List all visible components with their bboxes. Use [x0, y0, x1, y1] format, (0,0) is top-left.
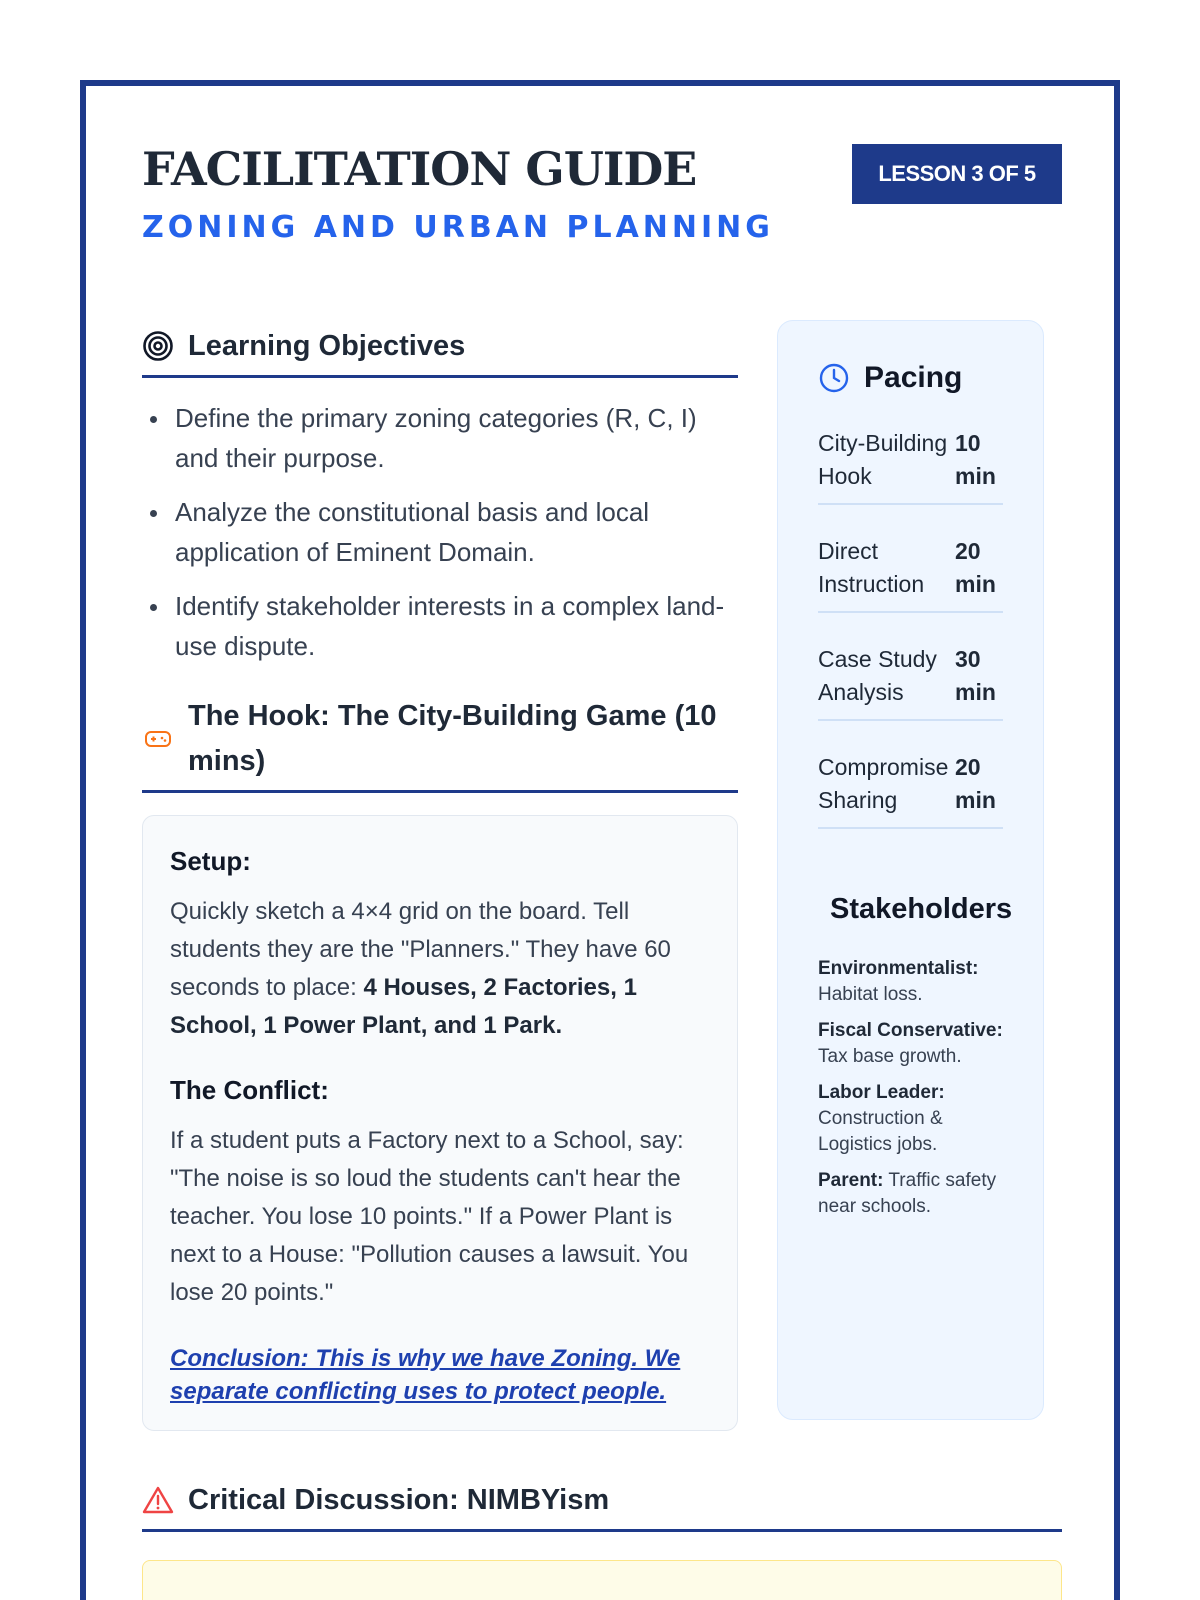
stakeholder-interest: Construction & Logistics jobs.: [818, 1108, 943, 1155]
page-title: FACILITATION GUIDE: [142, 142, 697, 196]
list-item: [818, 1018, 1003, 1070]
stakeholder-role: Parent:: [818, 1170, 884, 1191]
table-row: [818, 721, 1003, 829]
stakeholder-role: Labor Leader:: [818, 1082, 945, 1103]
target-icon: [142, 330, 174, 362]
table-row: [818, 417, 1003, 505]
critical-heading: [142, 1478, 1062, 1532]
conflict-text: If a student puts a Factory next to a School, say: "The noise is so loud the students can't hear the teacher. You lose 10 points." If a Power Plant is next to a House: "Pollution causes a lawsuit. You lose 20 points.": [170, 1126, 689, 1306]
list-item: Define the primary zoning categories (R, C, I) and their purpose.: [142, 398, 738, 478]
hook-heading: [142, 694, 738, 793]
critical-section: [142, 1478, 1062, 1600]
stakeholders-title: Stakeholders: [830, 893, 1013, 925]
warning-icon: [142, 1484, 174, 1516]
lesson-badge: LESSON 3 OF 5: [852, 144, 1062, 204]
list-item: [818, 1168, 1003, 1220]
main-column: [142, 324, 738, 1431]
guide-header: [142, 142, 1062, 262]
list-item: Analyze the constitutional basis and local application of Eminent Domain.: [142, 492, 738, 572]
setup-text-bold: 4 Houses, 2 Factories, 1 School, 1 Power Plant, and 1 Park.: [170, 973, 637, 1039]
pacing-activity: Direct Instruction: [818, 538, 925, 597]
list-item: [818, 1080, 1003, 1158]
conflict-label: The Conflict:: [170, 1074, 329, 1105]
stakeholder-interest: Habitat loss.: [818, 984, 923, 1005]
objectives-list: [142, 398, 738, 666]
guide-frame: [80, 80, 1120, 1600]
page-subtitle: ZONING AND URBAN PLANNING: [142, 210, 774, 245]
hook-card: [142, 815, 738, 1431]
objectives-title: Learning Objectives: [188, 330, 466, 362]
pacing-duration: 30 min: [955, 646, 996, 705]
gamepad-icon: [142, 723, 174, 755]
stakeholder-interest: Tax base growth.: [818, 1046, 962, 1067]
conclusion-text: Conclusion: This is why we have Zoning. We separate conflicting uses to protect people.: [170, 1344, 681, 1405]
pacing-activity: Compromise Sharing: [818, 754, 949, 813]
pacing-table: [818, 417, 1003, 829]
pacing-duration: 20 min: [955, 538, 996, 597]
objectives-heading: [142, 324, 738, 378]
hook-title: The Hook: The City-Building Game (10 mins): [188, 699, 717, 777]
pacing-activity: City-Building Hook: [818, 430, 948, 489]
critical-title: Critical Discussion: NIMBYism: [188, 1484, 610, 1516]
stakeholder-role: Environmentalist:: [818, 958, 979, 979]
pacing-heading: [818, 361, 1003, 395]
stakeholder-interest: Traffic safety near schools.: [818, 1170, 997, 1217]
table-row: [818, 505, 1003, 613]
pacing-duration: 10 min: [955, 430, 996, 489]
setup-text: [170, 893, 711, 1045]
stakeholders-list: [818, 956, 1003, 1220]
list-item: Identify stakeholder interests in a complex land-use dispute.: [142, 586, 738, 666]
pacing-title: Pacing: [864, 361, 963, 394]
clock-icon: [818, 362, 850, 394]
table-row: [818, 613, 1003, 721]
setup-label: Setup:: [170, 845, 251, 876]
setup-text-body: Quickly sketch a 4×4 grid on the board. Tell students they are the "Planners." They have 60 seconds to place:: [170, 897, 671, 1001]
pacing-duration: 20 min: [955, 754, 996, 813]
stakeholder-role: Fiscal Conservative:: [818, 1020, 1003, 1041]
sidebar: [777, 320, 1044, 1420]
list-item: [818, 956, 1003, 1008]
pacing-activity: Case Study Analysis: [818, 646, 937, 705]
discussion-box: [142, 1560, 1062, 1600]
